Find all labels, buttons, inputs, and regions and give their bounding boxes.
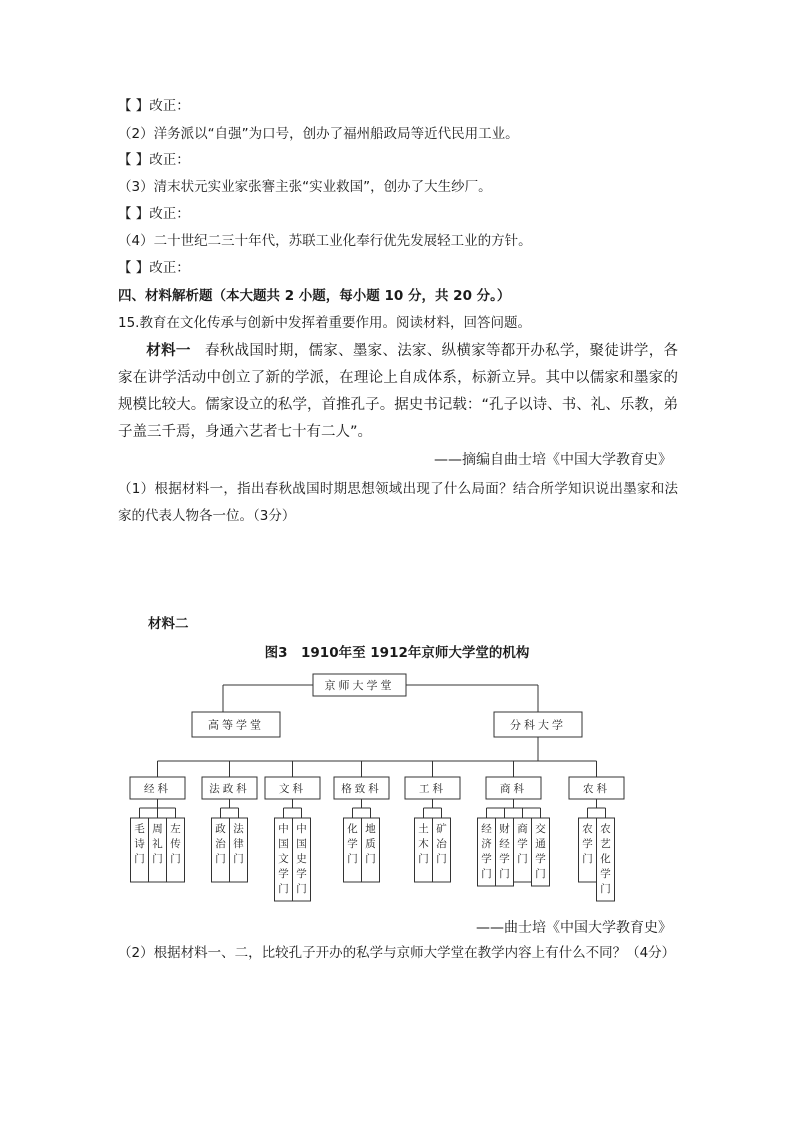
dept-node-6-1 (478, 818, 496, 886)
material-2-label: 材料二 (148, 616, 189, 632)
dept-node-6-2-label: 财经学门 (499, 823, 510, 880)
dept-node-6-4 (532, 818, 550, 886)
statement-4: （4）二十世纪二三十年代，苏联工业化奉行优先发展轻工业的方针。 (118, 233, 532, 249)
dept-node-1-2-label: 周礼门 (152, 823, 163, 865)
dept-node-6-1-label: 经济学门 (481, 823, 492, 880)
college-node-2-label: 法政科 (209, 783, 250, 795)
figure-title: 图3 1910年至 1912年京师大学堂的机构 (264, 645, 530, 661)
answer-bracket: 【 】 (118, 152, 150, 168)
college-node-7-label: 农科 (583, 783, 610, 795)
dept-node-3-1 (275, 818, 293, 901)
dept-node-2-2 (230, 818, 248, 882)
dept-node-3-1-label: 中国文学门 (278, 823, 289, 895)
college-node-6-label: 商科 (500, 783, 527, 795)
college-node-5-label: 工科 (419, 783, 446, 795)
college-node-6 (486, 777, 541, 799)
dept-node-7-2 (597, 818, 615, 901)
org-chart-nodes (130, 674, 624, 901)
dept-node-2-2-label: 法律门 (233, 823, 244, 865)
branch-node-university-label: 分科大学 (510, 718, 566, 732)
dept-node-4-1-label: 化学门 (347, 823, 358, 865)
section-heading: 四、材料解析题（本大题共 2 小题，每小题 10 分，共 20 分。） (118, 288, 511, 304)
college-node-5 (405, 777, 460, 799)
dept-node-7-2-label: 农艺化学门 (600, 823, 611, 895)
dept-node-4-2 (362, 818, 380, 882)
root-node-jingshi-label: 京师大学堂 (324, 679, 395, 692)
college-node-4-label: 格致科 (341, 783, 382, 795)
dept-node-7-1 (579, 818, 597, 882)
dept-node-4-1 (344, 818, 362, 882)
branch-node-higher-school-label: 高等学堂 (208, 718, 264, 732)
dept-node-3-2-label: 中国史学门 (296, 823, 307, 895)
dept-node-6-3-label: 商学门 (517, 823, 528, 865)
statement-3: （3）清末状元实业家张謇主张“实业救国”，创办了大生纱厂。 (118, 179, 492, 195)
correction-label: 改正： (149, 206, 190, 222)
material-1-text: 春秋战国时期，儒家、墨家、法家、纵横家等都开办私学，聚徒讲学，各家在讲学活动中创立了新的学派，在理论上自成体系，标新立异。其中以儒家和墨家的规模比较大。儒家设立的私学，首推孔子。据史书记载：“孔子以诗、书、礼、乐教，弟子盖三千焉，身通六艺者七十有二人”。 (118, 343, 679, 440)
dept-node-6-3 (514, 818, 532, 882)
college-node-1 (130, 777, 185, 799)
dept-node-5-1-label: 土木门 (418, 823, 429, 865)
root-node-jingshi (313, 674, 406, 696)
correction-label: 改正： (149, 98, 190, 114)
material-1-label: 材料一 (146, 343, 191, 359)
dept-node-5-1 (415, 818, 433, 882)
statement-2: （2）洋务派以“自强”为口号，创办了福州船政局等近代民用工业。 (118, 126, 519, 142)
question-1: （1）根据材料一，指出春秋战国时期思想领域出现了什么局面？结合所学知识说出墨家和法家的代表人物各一位。（3分） (118, 481, 678, 524)
dept-node-1-1-label: 毛诗门 (134, 823, 145, 865)
answer-bracket: 【 】 (118, 260, 150, 276)
college-node-3 (265, 777, 320, 799)
college-node-3-label: 文科 (279, 783, 306, 795)
college-node-7 (569, 777, 624, 799)
answer-bracket: 【 】 (118, 98, 150, 114)
dept-node-6-4-label: 交通学门 (535, 823, 546, 880)
dept-node-1-3-label: 左传门 (170, 823, 181, 865)
college-node-1-label: 经科 (144, 783, 171, 795)
branch-node-university (494, 712, 582, 737)
dept-node-6-2 (496, 818, 514, 886)
correction-label: 改正： (149, 260, 190, 276)
branch-node-higher-school (192, 712, 280, 737)
dept-node-1-3 (167, 818, 185, 882)
dept-node-1-2 (149, 818, 167, 882)
dept-node-3-2 (293, 818, 311, 901)
material-1-source: ——摘编自曲士培《中国大学教育史》 (434, 452, 672, 468)
dept-node-7-1-label: 农学门 (582, 823, 593, 865)
dept-node-5-2-label: 矿冶门 (436, 823, 447, 865)
dept-node-5-2 (433, 818, 451, 882)
material-2-source: ——曲士培《中国大学教育史》 (476, 920, 672, 936)
question-15-intro: 15.教育在文化传承与创新中发挥着重要作用。阅读材料，回答问题。 (118, 315, 531, 331)
question-2: （2）根据材料一、二，比较孔子开办的私学与京师大学堂在教学内容上有什么不同？（4分） (118, 945, 676, 961)
answer-bracket: 【 】 (118, 206, 150, 222)
dept-node-2-1-label: 政治门 (215, 823, 226, 865)
college-node-2 (202, 777, 257, 799)
correction-label: 改正： (149, 152, 190, 168)
dept-node-1-1 (131, 818, 149, 882)
dept-node-4-2-label: 地质门 (365, 823, 376, 865)
college-node-4 (334, 777, 389, 799)
dept-node-2-1 (212, 818, 230, 882)
